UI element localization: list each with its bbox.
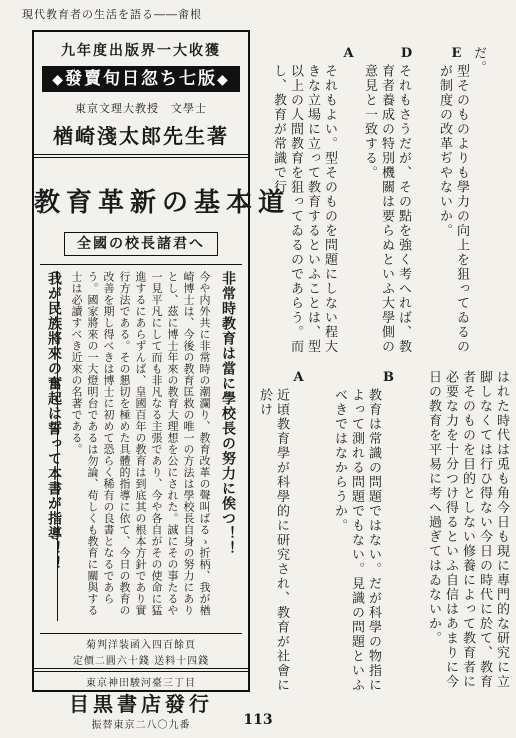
dialogue-b-text: 教育は常識の問題ではない。だが科學の物指によって測れる問題でもない。見識の問題といふべきではなからうか。 [332, 388, 381, 693]
author-affiliation: 東京文理大教授 文學士 [75, 102, 207, 115]
ad-copy-frame [40, 264, 242, 634]
dialogue-a [340, 46, 357, 356]
divider [34, 668, 248, 672]
ad-copy-body: 今や内外共に非常時の潮瀾り、教育改革の聲叫ばるゝ折柄、我が楢崎博士は、今後の教育匡救の唯一の方法は學校長自身の努力にありとし、茲に博士年來の教育大理想を公にされた。誠にその事たるや一見平凡にして而も非凡なる主張であり、今や各自がその使命に猛進するにあらずんば、皇國百年の教育は到底其の根本方針であり實行方法である。その懇切を極めた具體的指導に依て、今日の教育の改善を期し得べきは博士に初めて恐らく稀有の良書となるであらう。國家將來の一大燈明台であるは勿論、苟しくも教育に關與する士は必讀すべき近來の名著である。 [57, 271, 212, 621]
sales-banner [42, 66, 240, 92]
dialogue-a-text: それもよい。型そのものを問題にしない程大きな立場に立って教育するといふことは、型以上の人間教育を狙ってゐるのであらう。而し、教育が常識で行 [271, 64, 337, 354]
dialogue-b [380, 370, 397, 700]
divider [34, 154, 248, 158]
running-header: 現代教育者の生活を語る――畬根 [22, 8, 202, 21]
dialogue-a2 [290, 370, 307, 700]
dialogue-d-text: それもさうだが、その點を強く考へれば、教育者養成の特別機關は要らぬといふ大學側の意見と一致する。 [362, 64, 411, 354]
publisher-address: 東京神田駿河臺三丁目 [86, 678, 196, 689]
speaker-label: D [399, 46, 414, 63]
book-title: 教育革新の基本道 [34, 188, 291, 218]
diamond-icon: ◆ [217, 72, 230, 88]
ad-copy-slogan: 我が民族將來の奮起は誓って本書が指導！！ [46, 271, 62, 571]
diamond-icon: ◆ [52, 72, 65, 88]
author-name: 楢崎淺太郎先生著 [53, 124, 229, 148]
dialogue-e-text: 型そのものよりも學力の向上を狙ってゐるのが制度の改革ぢやないか。 [437, 64, 469, 354]
speaker-label: B [381, 370, 396, 387]
award-line: 九年度出版界一大收獲 [61, 43, 221, 59]
book-format: 菊判洋装函入四百餘頁 [86, 640, 196, 651]
book-subtitle: 全國の校長諸君へ [64, 232, 218, 256]
dialogue-continued-text: はれた時代は兎も角今日も現に專門的な研究に立脚しなくては行ひ得ない今日の時代に於て、教育者そのものを目的としない修養によって教育者に必要な力を十分つけ得るといふ自信はあまりに今日の教育を平易に考へ過ぎてはゐないか。 [426, 370, 509, 689]
speaker-label: E [449, 46, 464, 63]
book-price: 定價二圓六十錢 送料十四錢 [72, 656, 210, 667]
publisher-account: 振替東京二八〇九番 [91, 720, 191, 731]
page-number: 113 [243, 712, 273, 728]
speaker-label: A [341, 46, 356, 63]
sales-banner-text: 發賣旬日忽ち七版 [65, 69, 217, 89]
ad-copy-headline: 非常時教育は當に學校長の努力に俟つ！！ [220, 271, 236, 556]
dialogue-a2-text: 近頃教育學が科學的に研究され、教育が社會に於け [257, 388, 289, 693]
publisher-name: 目黒書店發行 [69, 692, 213, 716]
speaker-label: A [291, 370, 306, 387]
dialogue-e-closing: だ。 [471, 46, 486, 75]
